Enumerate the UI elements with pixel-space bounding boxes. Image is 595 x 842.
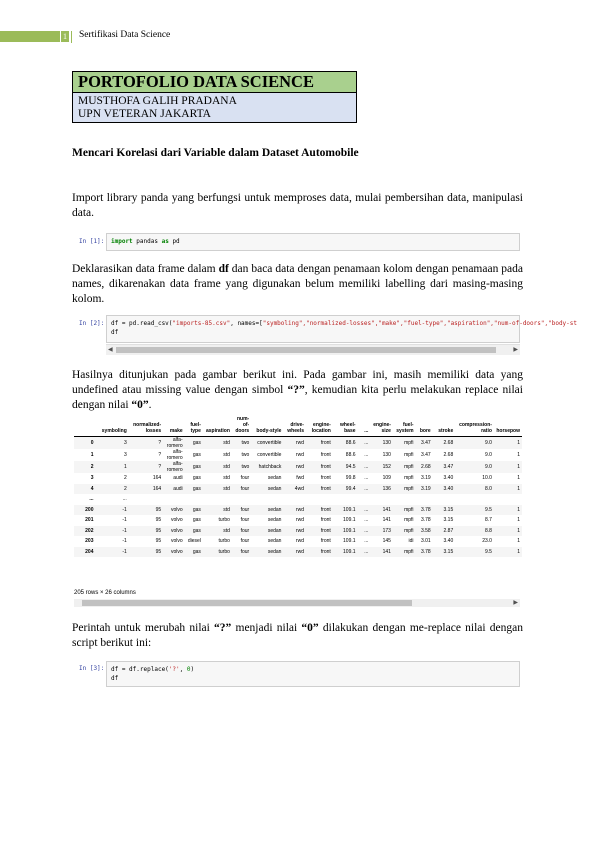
- table-cell: 3.15: [433, 547, 456, 558]
- table-cell: turbo: [218, 517, 230, 524]
- table-cell: [433, 494, 456, 505]
- column-header: drive-wheels: [283, 416, 306, 437]
- table-cell: 95: [155, 538, 162, 545]
- table-cell: front: [306, 461, 333, 473]
- table-cell: 2: [124, 475, 127, 482]
- table-cell: 3.40: [443, 475, 454, 482]
- scrollbar-thumb[interactable]: [82, 600, 412, 606]
- table-cell: mpfi: [393, 505, 416, 516]
- table-cell: convertible: [251, 437, 283, 450]
- header-accent-bar: [0, 31, 60, 42]
- table-cell: ?: [129, 461, 163, 473]
- table-cell: 2.68: [433, 437, 456, 450]
- table-row: [74, 547, 522, 558]
- table-row: [74, 526, 522, 537]
- table-cell: [416, 494, 433, 505]
- table-cell: 164: [152, 475, 162, 482]
- table-cell: 3.19: [416, 484, 433, 495]
- table-cell: 3.58: [416, 526, 433, 537]
- table-cell: rwd: [283, 461, 306, 473]
- paragraph-result: [72, 368, 523, 413]
- table-cell: 8.7: [484, 517, 492, 524]
- column-header: horsepow: [494, 416, 522, 437]
- table-cell: [283, 494, 306, 505]
- table-cell: ...: [364, 538, 369, 545]
- table-cell: idi: [408, 538, 414, 545]
- column-header: ...: [358, 416, 371, 437]
- bold-text: “0”: [131, 399, 149, 411]
- table-cell: 95: [129, 526, 163, 537]
- table-cell: 1: [494, 484, 522, 495]
- portfolio-title: PORTOFOLIO DATA SCIENCE: [73, 72, 356, 93]
- table-cell: 109.1: [343, 517, 356, 524]
- bold-text: “0”: [301, 622, 319, 634]
- paragraph-replace: [72, 621, 523, 651]
- column-header: aspiration: [203, 416, 232, 437]
- table-cell: rwd: [283, 526, 306, 537]
- table-cell: sedan: [251, 526, 283, 537]
- table-cell: -1: [95, 547, 128, 558]
- table-cell: ...: [122, 496, 127, 503]
- table-cell: std: [223, 452, 230, 458]
- table-cell: 1: [517, 475, 520, 482]
- table-cell: 2: [95, 484, 128, 495]
- code-text: pd: [168, 238, 180, 245]
- table-cell: -1: [95, 505, 128, 516]
- bold-text: “?”: [214, 622, 232, 634]
- table-row: [74, 484, 522, 495]
- code-text: df: [111, 329, 119, 336]
- column-header: [74, 416, 95, 437]
- table-cell: 109.1: [343, 538, 356, 545]
- column-header: engine-size: [370, 416, 393, 437]
- table-cell: [232, 494, 251, 505]
- table-cell: rwd: [295, 538, 304, 545]
- table-cell: ...: [364, 517, 369, 524]
- table-cell: std: [203, 526, 232, 537]
- table-cell: 141: [370, 547, 393, 558]
- table-cell: front: [320, 517, 331, 524]
- table-cell: 9.0: [455, 461, 494, 473]
- code-text: ): [190, 666, 195, 673]
- table-cell: 3.15: [433, 505, 456, 516]
- table-cell: 141: [370, 505, 393, 516]
- table-cell: hatchback: [251, 461, 283, 473]
- table-cell: gas: [185, 505, 203, 516]
- table-cell: alfa-romero: [163, 437, 184, 450]
- row-index: 200: [74, 505, 95, 516]
- code-string: "imports-85.csv": [172, 320, 231, 327]
- table-cell: gas: [185, 526, 203, 537]
- table-cell: 23.0: [482, 538, 492, 545]
- row-index: 202: [74, 526, 95, 537]
- author-block: [73, 93, 356, 122]
- table-cell: 109: [382, 475, 391, 482]
- table-cell: four: [240, 475, 250, 482]
- header-divider: [71, 31, 72, 43]
- column-header: wheel-base: [333, 416, 358, 437]
- table-cell: ?: [129, 437, 163, 450]
- table-cell: alfa-romero: [166, 449, 183, 461]
- code-text: , names=[: [230, 320, 263, 327]
- code-cell-3: [72, 661, 520, 685]
- scroll-right-icon[interactable]: ▶: [513, 599, 518, 606]
- table-cell: sedan: [251, 547, 283, 558]
- code-string: "symboling","normalized-losses","make","fuel-type","aspiration","num-of-doors","body-st: [262, 320, 578, 327]
- table-cell: 3.40: [443, 538, 454, 545]
- table-header-row: [74, 416, 522, 437]
- code-text: ,: [179, 666, 187, 673]
- table-cell: mpfi: [393, 526, 416, 537]
- table-cell: std: [203, 484, 232, 495]
- table-row: [74, 536, 522, 547]
- table-cell: convertible: [257, 452, 282, 458]
- code-keyword: as: [161, 238, 169, 245]
- column-header: fuel-type: [185, 416, 203, 437]
- row-index: 203: [85, 538, 94, 545]
- text: Perintah untuk merubah nilai: [72, 622, 215, 634]
- dataframe-shape: 205 rows × 26 columns: [74, 590, 136, 596]
- table-row: [74, 461, 522, 473]
- table-cell: mpfi: [404, 452, 414, 458]
- text: dilakukan dengan me-replace nilai dengan script berikut ini:: [72, 622, 524, 649]
- table-cell: audi: [173, 475, 183, 482]
- table-cell: four: [232, 526, 251, 537]
- table-cell: front: [320, 452, 331, 458]
- table-cell: 8.0: [455, 484, 494, 495]
- table-row: [74, 449, 522, 461]
- cell-prompt: In [3]:: [79, 665, 105, 672]
- table-cell: front: [306, 526, 333, 537]
- table-cell: four: [240, 517, 250, 524]
- table-cell: 136: [370, 484, 393, 495]
- cell-prompt: In [2]:: [79, 320, 105, 327]
- column-header: make: [163, 416, 184, 437]
- table-row: [74, 494, 522, 505]
- table-cell: two: [232, 461, 251, 473]
- scrollbar-thumb[interactable]: [116, 347, 496, 353]
- table-cell: four: [232, 547, 251, 558]
- table-cell: 1: [95, 461, 128, 473]
- horizontal-scrollbar[interactable]: [106, 344, 520, 355]
- table-cell: 3: [124, 452, 127, 458]
- row-index: 204: [74, 547, 95, 558]
- table-cell: 130: [382, 452, 391, 458]
- table-cell: ...: [358, 437, 371, 450]
- table-cell: mpfi: [404, 517, 414, 524]
- table-cell: rwd: [295, 452, 304, 458]
- row-index: 1: [90, 452, 94, 458]
- table-cell: audi: [163, 484, 184, 495]
- table-cell: 1: [517, 452, 520, 458]
- table-cell: 1: [517, 517, 520, 524]
- row-index: 4: [74, 484, 95, 495]
- table-cell: [393, 494, 416, 505]
- table-cell: gas: [185, 461, 203, 473]
- column-header: engine-location: [306, 416, 333, 437]
- table-cell: four: [232, 505, 251, 516]
- table-cell: 1: [494, 461, 522, 473]
- table-cell: [358, 494, 371, 505]
- table-cell: ?: [158, 452, 162, 458]
- dataframe-table: [74, 416, 522, 557]
- table-cell: gas: [185, 484, 203, 495]
- code-input[interactable]: [106, 661, 520, 687]
- author-name: MUSTHOFA GALIH PRADANA: [78, 95, 237, 107]
- table-cell: [251, 494, 283, 505]
- header-title: Sertifikasi Data Science: [79, 30, 171, 40]
- table-cell: front: [306, 437, 333, 450]
- text: Deklarasikan data frame dalam: [72, 263, 219, 275]
- cell-prompt: In [1]:: [79, 238, 105, 245]
- table-cell: 173: [370, 526, 393, 537]
- table-cell: 2.87: [433, 526, 456, 537]
- table-cell: 94.5: [333, 461, 358, 473]
- table-cell: 3.47: [433, 461, 456, 473]
- table-cell: 141: [382, 517, 391, 524]
- table-cell: mpfi: [393, 547, 416, 558]
- table-cell: gas: [192, 517, 201, 524]
- code-cell-1: [72, 233, 520, 251]
- paragraph-import: Import library panda yang berfungsi untuk memproses data, mulai pembersihan data, manipulasi data.: [72, 192, 523, 219]
- table-cell: rwd: [283, 437, 306, 450]
- table-cell: 109.1: [333, 505, 358, 516]
- table-cell: 3.40: [433, 484, 456, 495]
- table-cell: [455, 494, 494, 505]
- table-cell: diesel: [187, 538, 201, 545]
- table-cell: 3.19: [420, 475, 431, 482]
- table-cell: ...: [358, 547, 371, 558]
- table-cell: volvo: [170, 538, 183, 545]
- title-box: [72, 71, 357, 123]
- text: dan baca data dengan penamaan kolom dengan penamaan pada names, dikarenakan data frame yang digunakan belum memiliki labelling dari masing-masing kolom.: [72, 263, 524, 305]
- table-cell: 3.15: [443, 517, 454, 524]
- table-cell: 1: [494, 526, 522, 537]
- table-cell: -1: [122, 517, 127, 524]
- table-cell: 2.68: [443, 452, 454, 458]
- table-cell: 3.78: [416, 547, 433, 558]
- table-cell: sedan: [267, 538, 282, 545]
- table-cell: gas: [192, 475, 201, 482]
- table-cell: ...: [358, 484, 371, 495]
- table-cell: front: [306, 484, 333, 495]
- table-cell: mpfi: [393, 484, 416, 495]
- table-cell: 95: [155, 517, 162, 524]
- table-cell: 1: [494, 437, 522, 450]
- table-cell: 1: [494, 547, 522, 558]
- row-index: 0: [74, 437, 95, 450]
- table-cell: sedan: [267, 517, 282, 524]
- table-cell: 130: [370, 437, 393, 450]
- row-index: 201: [85, 517, 94, 524]
- row-index: ...: [89, 496, 94, 503]
- table-cell: mpfi: [393, 461, 416, 473]
- table-cell: 152: [370, 461, 393, 473]
- table-cell: front: [306, 505, 333, 516]
- table-cell: sedan: [251, 505, 283, 516]
- table-row: [74, 473, 522, 484]
- table-cell: 145: [382, 538, 391, 545]
- table-cell: 2.68: [416, 461, 433, 473]
- text: , kemudian kita perlu melakukan replace nilai dengan nilai: [72, 384, 523, 411]
- row-index: 2: [74, 461, 95, 473]
- table-row: [74, 437, 522, 450]
- table-cell: 3.78: [420, 517, 431, 524]
- table-cell: two: [232, 437, 251, 450]
- table-cell: 9.0: [484, 452, 492, 458]
- table-cell: ...: [358, 526, 371, 537]
- column-header: fuel-system: [393, 416, 416, 437]
- text: .: [148, 399, 152, 411]
- table-cell: 109.1: [333, 526, 358, 537]
- column-header: body-style: [251, 416, 283, 437]
- table-cell: volvo: [163, 505, 184, 516]
- table-cell: turbo: [203, 547, 232, 558]
- table-cell: -1: [95, 526, 128, 537]
- table-cell: std: [203, 505, 232, 516]
- table-cell: [306, 494, 333, 505]
- column-header: stroke: [433, 416, 456, 437]
- column-header: num-of-doors: [232, 416, 251, 437]
- table-cell: 1: [517, 538, 520, 545]
- table-cell: 3.01: [420, 538, 431, 545]
- table-cell: 9.0: [455, 437, 494, 450]
- table-cell: [163, 494, 184, 505]
- table-cell: 9.5: [455, 547, 494, 558]
- table-cell: volvo: [170, 517, 183, 524]
- table-cell: 95: [129, 547, 163, 558]
- table-cell: 3.78: [416, 505, 433, 516]
- table-cell: sedan: [251, 484, 283, 495]
- table-cell: [203, 494, 232, 505]
- table-cell: 3.47: [416, 437, 433, 450]
- table-cell: sedan: [267, 475, 282, 482]
- table-cell: gas: [185, 437, 203, 450]
- table-cell: 3: [95, 437, 128, 450]
- text: Hasilnya ditunjukan pada gambar berikut ini. Pada gambar ini, masih memiliki data yang undefined atau missing value dengan simbol: [72, 369, 523, 396]
- table-cell: ...: [358, 505, 371, 516]
- code-text: pandas: [132, 238, 162, 245]
- table-cell: gas: [185, 547, 203, 558]
- table-cell: turbo: [218, 538, 230, 545]
- code-text: df = df.replace(: [111, 666, 169, 673]
- code-cell-2: [72, 315, 578, 357]
- code-string: '?': [168, 666, 180, 673]
- table-cell: 99.4: [333, 484, 358, 495]
- column-header: bore: [416, 416, 433, 437]
- table-cell: 88.6: [345, 452, 356, 458]
- table-cell: 109.1: [333, 547, 358, 558]
- table-cell: front: [306, 547, 333, 558]
- table-cell: 10.0: [482, 475, 492, 482]
- code-number: 0: [186, 666, 191, 673]
- code-input[interactable]: [106, 315, 578, 343]
- table-cell: std: [203, 461, 232, 473]
- table-cell: 164: [129, 484, 163, 495]
- table-cell: [333, 494, 358, 505]
- table-cell: four: [240, 538, 250, 545]
- table-cell: [370, 494, 393, 505]
- paragraph-dataframe: [72, 262, 523, 307]
- table-cell: two: [241, 452, 250, 458]
- table-cell: 1: [494, 505, 522, 516]
- table-cell: gas: [192, 452, 201, 458]
- table-cell: 95: [129, 505, 163, 516]
- bold-text: df: [218, 263, 229, 275]
- table-cell: mpfi: [393, 437, 416, 450]
- table-cell: rwd: [283, 505, 306, 516]
- table-cell: mpfi: [404, 475, 414, 482]
- table-cell: -1: [122, 538, 127, 545]
- table-cell: rwd: [283, 547, 306, 558]
- table-cell: volvo: [163, 526, 184, 537]
- table-cell: 8.8: [455, 526, 494, 537]
- scroll-left-icon[interactable]: ◀: [108, 346, 113, 353]
- table-cell: [185, 494, 203, 505]
- table-cell: ...: [364, 475, 369, 482]
- column-header: symboling: [95, 416, 128, 437]
- table-cell: ...: [358, 461, 371, 473]
- scroll-right-icon[interactable]: ▶: [513, 346, 518, 353]
- row-index: 3: [90, 475, 94, 482]
- table-cell: 88.6: [333, 437, 358, 450]
- table-cell: fwd: [296, 475, 304, 482]
- table-cell: std: [203, 437, 232, 450]
- text: menjadi nilai: [231, 622, 302, 634]
- table-cell: 4wd: [283, 484, 306, 495]
- column-header: compression-ratio: [455, 416, 494, 437]
- column-header: normalized-losses: [129, 416, 163, 437]
- dataframe-scrollbar[interactable]: [74, 599, 520, 607]
- institution-name: UPN VETERAN JAKARTA: [78, 108, 211, 120]
- table-cell: [129, 494, 163, 505]
- table-cell: rwd: [295, 517, 304, 524]
- code-text: df = pd.read_csv(: [111, 320, 173, 327]
- table-cell: 3.47: [420, 452, 431, 458]
- table-cell: std: [223, 475, 230, 482]
- section-title: Mencari Korelasi dari Variable dalam Dataset Automobile: [72, 147, 359, 159]
- table-cell: four: [232, 484, 251, 495]
- code-text: df: [111, 675, 119, 682]
- code-keyword: import: [111, 238, 133, 245]
- table-cell: alfa-romero: [163, 461, 184, 473]
- dataframe-output: [74, 416, 522, 557]
- bold-text: “?”: [287, 384, 305, 396]
- table-cell: front: [320, 475, 331, 482]
- table-row: [74, 505, 522, 516]
- table-row: [74, 515, 522, 526]
- page-number: 1: [63, 32, 67, 41]
- table-cell: volvo: [163, 547, 184, 558]
- table-cell: 99.8: [345, 475, 356, 482]
- table-cell: ...: [364, 452, 369, 458]
- table-cell: [494, 494, 522, 505]
- table-cell: 9.5: [455, 505, 494, 516]
- code-input[interactable]: [106, 233, 520, 251]
- table-cell: front: [320, 538, 331, 545]
